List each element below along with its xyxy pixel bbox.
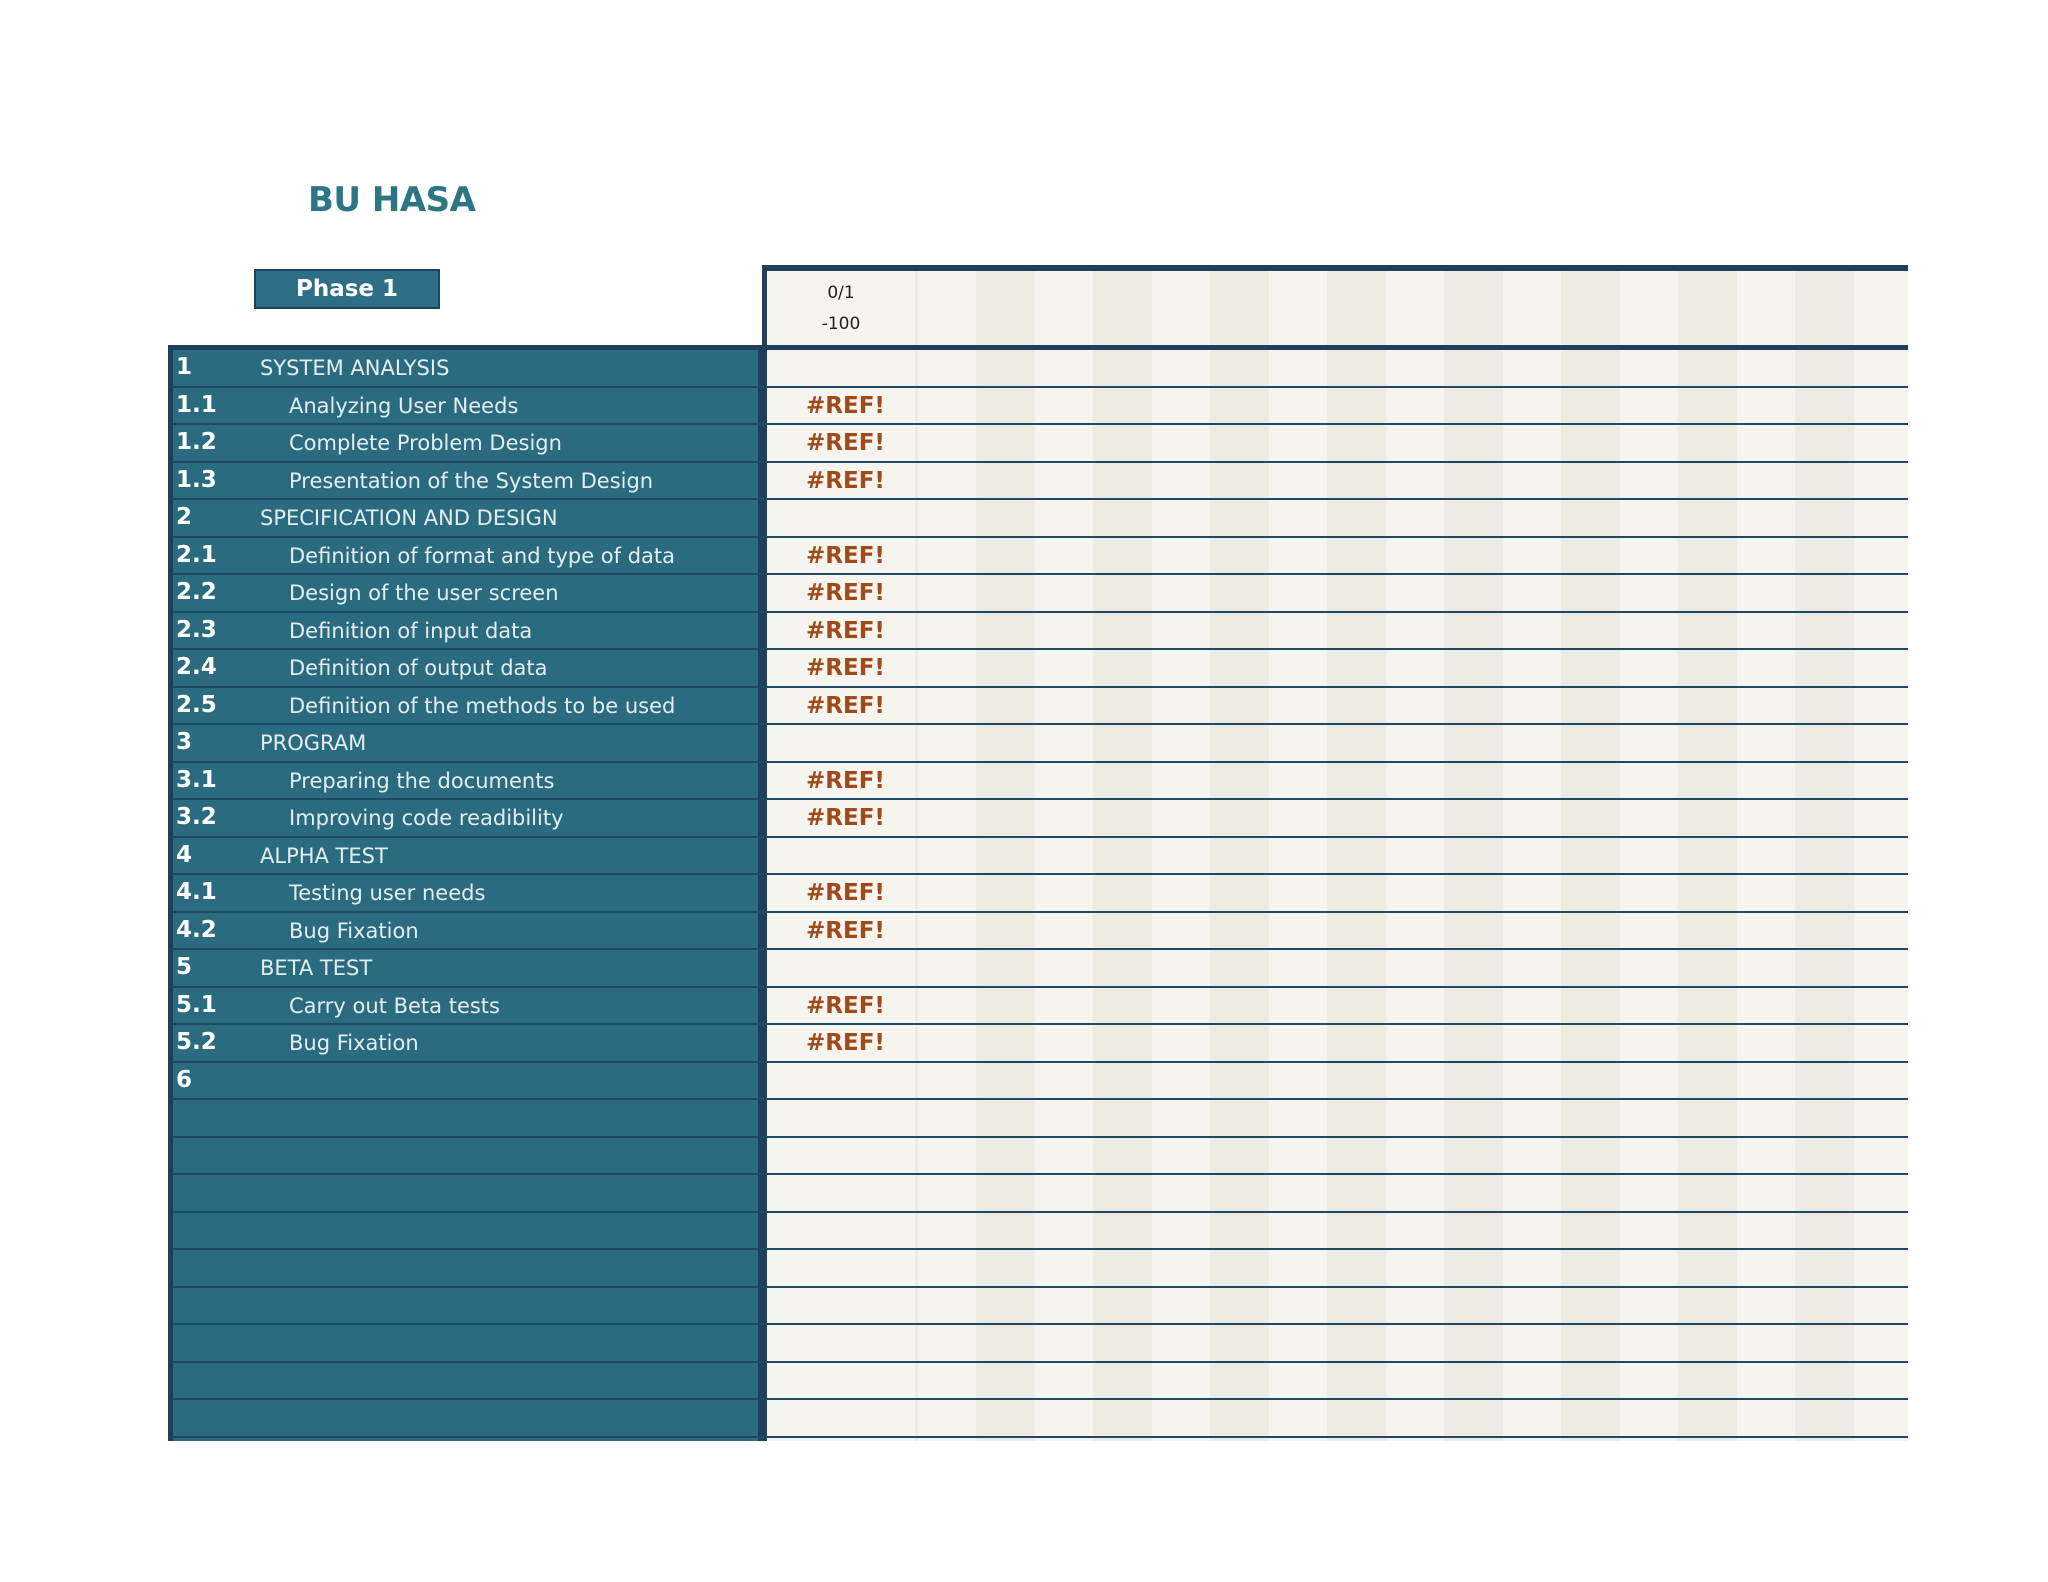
task-row[interactable] bbox=[173, 875, 1908, 913]
task-row[interactable] bbox=[173, 388, 1908, 426]
task-number: 5 bbox=[176, 954, 193, 980]
task-progress-value: #REF! bbox=[806, 430, 885, 456]
task-row[interactable] bbox=[173, 1288, 1908, 1326]
task-label: Preparing the documents bbox=[289, 768, 555, 793]
task-row[interactable] bbox=[173, 500, 1908, 538]
task-label: Bug Fixation bbox=[289, 1031, 419, 1055]
task-row[interactable] bbox=[173, 1063, 1908, 1101]
task-row[interactable] bbox=[173, 613, 1908, 651]
task-number: 2.5 bbox=[176, 691, 217, 718]
task-progress-value: #REF! bbox=[806, 392, 885, 419]
task-number: 2.1 bbox=[176, 541, 217, 568]
task-label: Carry out Beta tests bbox=[289, 993, 500, 1018]
task-progress-value: #REF! bbox=[806, 805, 885, 831]
page-title: BU HASA bbox=[308, 180, 476, 220]
task-number: 2.3 bbox=[176, 616, 217, 643]
task-label: Analyzing User Needs bbox=[289, 393, 519, 418]
task-number: 5.1 bbox=[176, 991, 217, 1018]
header-bottom-value: -100 bbox=[821, 314, 861, 334]
task-number: 1.3 bbox=[176, 466, 217, 493]
task-number: 6 bbox=[176, 1066, 193, 1093]
task-row[interactable] bbox=[173, 800, 1908, 838]
task-row[interactable] bbox=[173, 1138, 1908, 1176]
task-row[interactable] bbox=[173, 1363, 1908, 1401]
task-label: PROGRAM bbox=[260, 731, 367, 755]
task-progress-value: #REF! bbox=[806, 580, 885, 606]
task-row[interactable] bbox=[173, 688, 1908, 726]
task-label: Complete Problem Design bbox=[289, 431, 562, 455]
task-label: Definition of the methods to be used bbox=[289, 693, 676, 718]
task-number: 4 bbox=[176, 841, 193, 868]
phase-label-text: Phase 1 bbox=[295, 276, 399, 302]
task-row[interactable] bbox=[173, 763, 1908, 801]
task-label: Definition of format and type of data bbox=[289, 543, 676, 568]
task-number: 3 bbox=[176, 729, 193, 755]
task-row[interactable] bbox=[173, 1250, 1908, 1288]
task-number: 2.4 bbox=[176, 654, 217, 680]
task-row[interactable] bbox=[173, 538, 1908, 576]
task-number: 1.2 bbox=[176, 429, 217, 455]
task-row[interactable] bbox=[173, 913, 1908, 951]
task-number: 5.2 bbox=[176, 1029, 217, 1055]
task-row[interactable] bbox=[173, 1213, 1908, 1251]
task-row[interactable] bbox=[173, 988, 1908, 1026]
task-row[interactable] bbox=[173, 350, 1908, 388]
task-number: 4.1 bbox=[176, 879, 217, 905]
task-progress-value: #REF! bbox=[806, 617, 885, 644]
task-row[interactable] bbox=[173, 1325, 1908, 1363]
task-label: Design of the user screen bbox=[289, 581, 559, 605]
task-label: Testing user needs bbox=[289, 881, 486, 905]
task-number: 2 bbox=[176, 504, 193, 530]
task-number: 4.2 bbox=[176, 916, 217, 943]
task-number: 1 bbox=[176, 354, 193, 380]
task-row[interactable] bbox=[173, 463, 1908, 501]
task-number: 2.2 bbox=[176, 579, 217, 605]
task-progress-value: #REF! bbox=[806, 655, 885, 681]
task-progress-value: #REF! bbox=[806, 767, 885, 794]
task-row[interactable] bbox=[173, 725, 1908, 763]
task-label: SYSTEM ANALYSIS bbox=[260, 356, 450, 380]
task-label: ALPHA TEST bbox=[260, 843, 388, 868]
task-progress-value: #REF! bbox=[806, 1030, 885, 1056]
task-row[interactable] bbox=[173, 1025, 1908, 1063]
task-label: SPECIFICATION AND DESIGN bbox=[260, 506, 558, 530]
task-label: Definition of input data bbox=[289, 618, 533, 643]
task-progress-value: #REF! bbox=[806, 880, 885, 906]
task-number: 3.2 bbox=[176, 804, 217, 830]
task-row[interactable] bbox=[173, 650, 1908, 688]
task-label: Presentation of the System Design bbox=[289, 468, 654, 493]
task-row[interactable] bbox=[173, 1175, 1908, 1213]
task-progress-value: #REF! bbox=[806, 917, 885, 944]
phase-label bbox=[254, 269, 440, 309]
task-row[interactable] bbox=[173, 1100, 1908, 1138]
task-label: Definition of output data bbox=[289, 656, 548, 680]
task-label: Bug Fixation bbox=[289, 918, 419, 943]
task-row[interactable] bbox=[173, 1400, 1908, 1438]
task-progress-value: #REF! bbox=[806, 992, 885, 1019]
task-progress-value: #REF! bbox=[806, 692, 885, 719]
task-row[interactable] bbox=[173, 950, 1908, 988]
task-row[interactable] bbox=[173, 575, 1908, 613]
task-progress-value: #REF! bbox=[806, 467, 885, 494]
task-row[interactable] bbox=[173, 425, 1908, 463]
task-number: 3.1 bbox=[176, 766, 217, 793]
task-progress-value: #REF! bbox=[806, 542, 885, 569]
row-divider bbox=[173, 1436, 1908, 1438]
header-top-value: 0/1 bbox=[827, 283, 855, 303]
task-row[interactable] bbox=[173, 838, 1908, 876]
task-label: BETA TEST bbox=[260, 956, 373, 980]
task-label: Improving code readibility bbox=[289, 806, 564, 830]
task-number: 1.1 bbox=[176, 391, 217, 418]
